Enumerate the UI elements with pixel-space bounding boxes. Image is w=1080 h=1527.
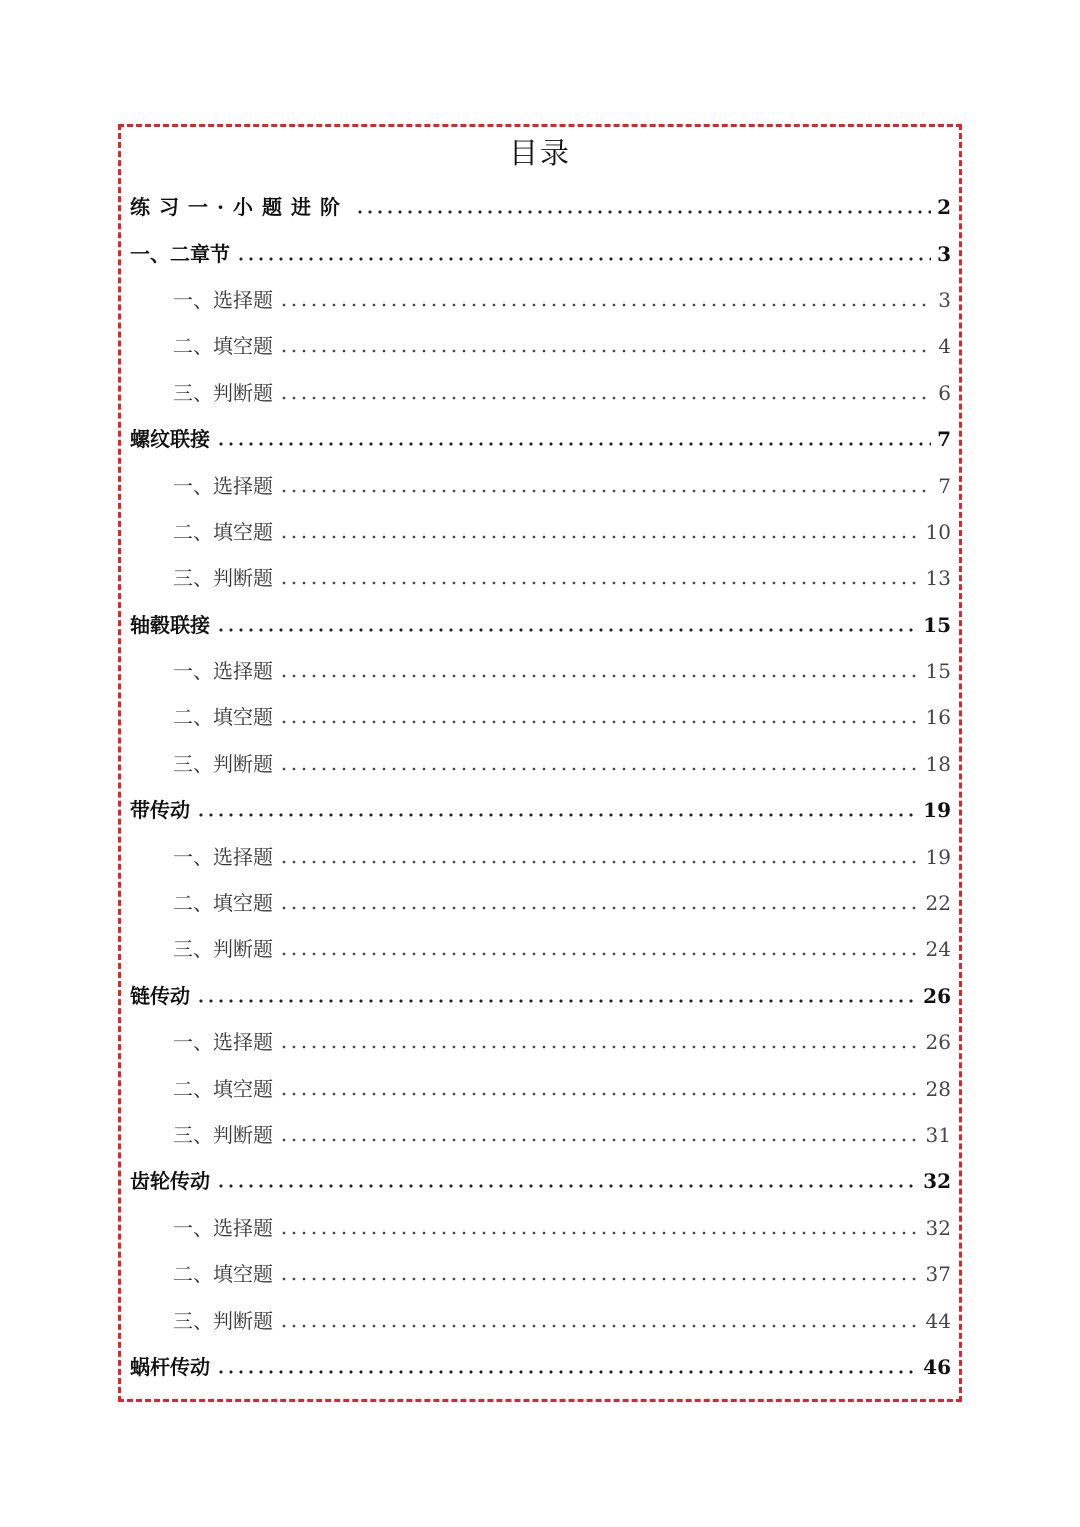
toc-entry-label: 二、填空题	[173, 891, 273, 916]
dot-leader	[279, 1231, 920, 1235]
dot-leader	[279, 1324, 920, 1328]
toc-entry-page: 28	[925, 1076, 951, 1101]
toc-entry-gear-drive[interactable]	[121, 1158, 959, 1204]
toc-entry-label: 一、二章节	[130, 241, 230, 266]
dot-leader	[279, 1045, 920, 1049]
toc-entry-label: 蜗杆传动	[130, 1354, 210, 1379]
toc-entry-page: 46	[923, 1354, 951, 1379]
toc-entry-page: 24	[925, 937, 951, 962]
dot-leader	[279, 303, 932, 307]
toc-subentry[interactable]	[121, 509, 959, 555]
toc-subentry[interactable]	[121, 694, 959, 740]
dot-leader	[279, 1277, 920, 1281]
dot-leader	[279, 581, 920, 585]
dot-leader	[279, 1092, 920, 1096]
dot-leader	[216, 442, 931, 446]
dot-leader	[279, 396, 932, 400]
toc-entry-page: 26	[923, 983, 951, 1008]
toc-subentry[interactable]	[121, 1251, 959, 1297]
toc-entry-belt-drive[interactable]	[121, 787, 959, 833]
toc-entry-label: 三、判断题	[173, 566, 273, 591]
toc-entry-label: 三、判断题	[173, 937, 273, 962]
toc-entry-label: 螺纹联接	[130, 427, 210, 452]
toc-entry-chapter-one-two[interactable]	[121, 230, 959, 276]
toc-entry-page: 19	[925, 844, 951, 869]
dot-leader	[279, 489, 932, 493]
toc-entry-label: 二、填空题	[173, 519, 273, 544]
dot-leader	[279, 535, 920, 539]
toc-entry-page: 26	[925, 1030, 951, 1055]
toc-entry-worm-drive[interactable]	[121, 1344, 959, 1390]
toc-entry-label: 二、填空题	[173, 1262, 273, 1287]
toc-entry-label: 带传动	[130, 798, 190, 823]
toc-entry-page: 32	[925, 1215, 951, 1240]
dot-leader	[279, 906, 920, 910]
toc-entry-page: 10	[925, 519, 951, 544]
dot-leader	[279, 349, 932, 353]
toc-entry-label: 轴毂联接	[130, 612, 210, 637]
toc-entry-practice-one[interactable]	[121, 184, 959, 230]
toc-subentry[interactable]	[121, 277, 959, 323]
dot-leader	[279, 767, 920, 771]
dot-leader	[196, 813, 917, 817]
toc-entry-label: 三、判断题	[173, 380, 273, 405]
dot-leader	[216, 1184, 917, 1188]
dot-leader	[196, 999, 917, 1003]
dot-leader	[279, 720, 920, 724]
toc-entry-page: 3	[938, 287, 951, 312]
toc-entry-page: 15	[923, 612, 951, 637]
dot-leader	[216, 628, 917, 632]
toc-entry-label: 三、判断题	[173, 1308, 273, 1333]
dot-leader	[236, 257, 931, 261]
toc-entry-page: 7	[937, 427, 951, 452]
toc-entry-label: 链传动	[130, 983, 190, 1008]
toc-entry-label: 三、判断题	[173, 1123, 273, 1147]
toc-entry-page: 6	[938, 380, 951, 405]
toc-entry-page: 18	[925, 751, 951, 776]
dot-leader	[279, 674, 920, 678]
toc-entry-label: 一、选择题	[173, 844, 273, 869]
toc-entry-label: 三、判断题	[173, 751, 273, 776]
toc-entry-label: 二、填空题	[173, 334, 273, 359]
toc-subentry[interactable]	[121, 1112, 959, 1158]
toc-subentry[interactable]	[121, 1205, 959, 1251]
toc-title: 目录	[508, 136, 571, 170]
toc-entry-page: 13	[925, 566, 951, 591]
toc-entry-page: 4	[938, 334, 951, 359]
toc-entry-page: 37	[925, 1262, 951, 1287]
dot-leader	[279, 1138, 920, 1142]
toc-subentry[interactable]	[121, 1019, 959, 1065]
toc-entry-label: 练习一·小题进阶	[130, 195, 349, 220]
toc-entry-page: 44	[925, 1308, 951, 1333]
toc-entry-page: 7	[938, 473, 951, 498]
dot-leader	[355, 210, 931, 214]
toc-border-box	[118, 124, 962, 1402]
toc-subentry[interactable]	[121, 323, 959, 369]
toc-entry-page: 15	[925, 659, 951, 684]
toc-subentry[interactable]	[121, 741, 959, 787]
toc-entry-page: 3	[937, 241, 951, 266]
toc-subentry[interactable]	[121, 1297, 959, 1343]
toc-entry-page: 32	[923, 1169, 951, 1194]
toc-entry-label: 一、选择题	[173, 1215, 273, 1240]
toc-subentry[interactable]	[121, 648, 959, 694]
toc-entry-label: 一、选择题	[173, 659, 273, 684]
toc-entry-label: 一、选择题	[173, 287, 273, 312]
toc-entry-shaft-hub-connection[interactable]	[121, 602, 959, 648]
toc-entry-page: 22	[925, 891, 951, 916]
toc-entry-chain-drive[interactable]	[121, 973, 959, 1019]
toc-subentry[interactable]	[121, 555, 959, 601]
toc-subentry[interactable]	[121, 926, 959, 972]
toc-list	[121, 184, 959, 1390]
dot-leader	[279, 952, 920, 956]
toc-subentry[interactable]	[121, 1065, 959, 1111]
toc-subentry[interactable]	[121, 370, 959, 416]
toc-entry-label: 一、选择题	[173, 473, 273, 498]
toc-entry-page: 31	[925, 1123, 951, 1147]
toc-entry-label: 一、选择题	[173, 1030, 273, 1055]
dot-leader	[216, 1370, 917, 1374]
toc-subentry[interactable]	[121, 833, 959, 879]
toc-entry-label: 齿轮传动	[130, 1169, 210, 1194]
dot-leader	[279, 860, 920, 864]
toc-entry-page: 16	[925, 705, 951, 730]
toc-entry-threaded-connection[interactable]	[121, 416, 959, 462]
toc-entry-label: 二、填空题	[173, 1076, 273, 1101]
toc-entry-label: 二、填空题	[173, 705, 273, 730]
toc-subentry[interactable]	[121, 462, 959, 508]
toc-entry-page: 2	[937, 195, 951, 220]
toc-entry-page: 19	[923, 798, 951, 823]
toc-subentry[interactable]	[121, 880, 959, 926]
